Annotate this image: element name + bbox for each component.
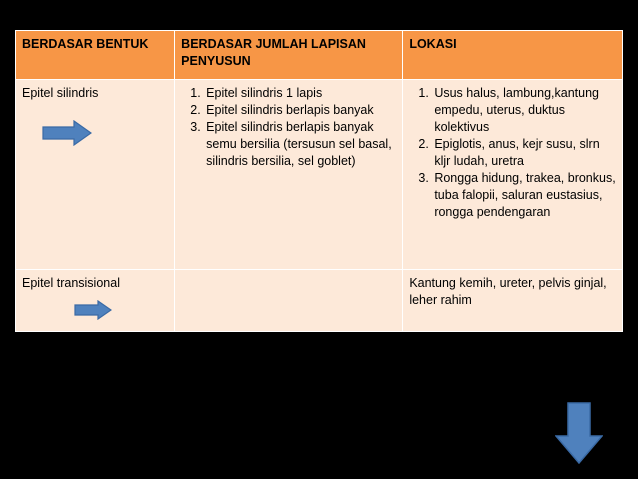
cell-bentuk [16, 80, 175, 270]
list-item: 2. Epiglotis, anus, kejr susu, slrn kljr ludah, uretra [432, 136, 616, 170]
arrow-right-icon [74, 300, 112, 320]
list-item: 3. Rongga hidung, trakea, bronkus, tuba falopii, saluran eustasius, rongga pendengaran [432, 170, 616, 221]
header-bentuk: BERDASAR BENTUK [16, 31, 175, 80]
bentuk-label: Epitel silindris [22, 86, 99, 100]
cell-lapisan [175, 270, 403, 332]
bentuk-label: Epitel transisional [22, 276, 120, 290]
cell-bentuk [16, 270, 175, 332]
header-jumlah-lapisan: BERDASAR JUMLAH LAPISAN PENYUSUN [175, 31, 403, 80]
arrow-down-icon [555, 402, 603, 464]
table-row [16, 80, 623, 270]
list-item: 2. Epitel silindris berlapis banyak [204, 102, 396, 119]
cell-lokasi: Kantung kemih, ureter, pelvis ginjal, leher rahim [403, 270, 623, 332]
list-item: 3. Epitel silindris berlapis banyak semu bersilia (tersusun sel basal, silindris bersilia, sel goblet) [204, 119, 396, 170]
table-row [16, 270, 623, 332]
table-header-row [16, 31, 623, 80]
cell-lapisan [175, 80, 403, 270]
cell-lokasi [403, 80, 623, 270]
header-lokasi: LOKASI [403, 31, 623, 80]
list-item: 1. Usus halus, lambung,kantung empedu, uterus, duktus kolektivus [432, 85, 616, 136]
lapisan-list [181, 85, 396, 170]
epitel-table [15, 30, 623, 332]
lokasi-list [409, 85, 616, 221]
list-item: 1. Epitel silindris 1 lapis [204, 85, 396, 102]
arrow-right-icon [42, 120, 92, 146]
